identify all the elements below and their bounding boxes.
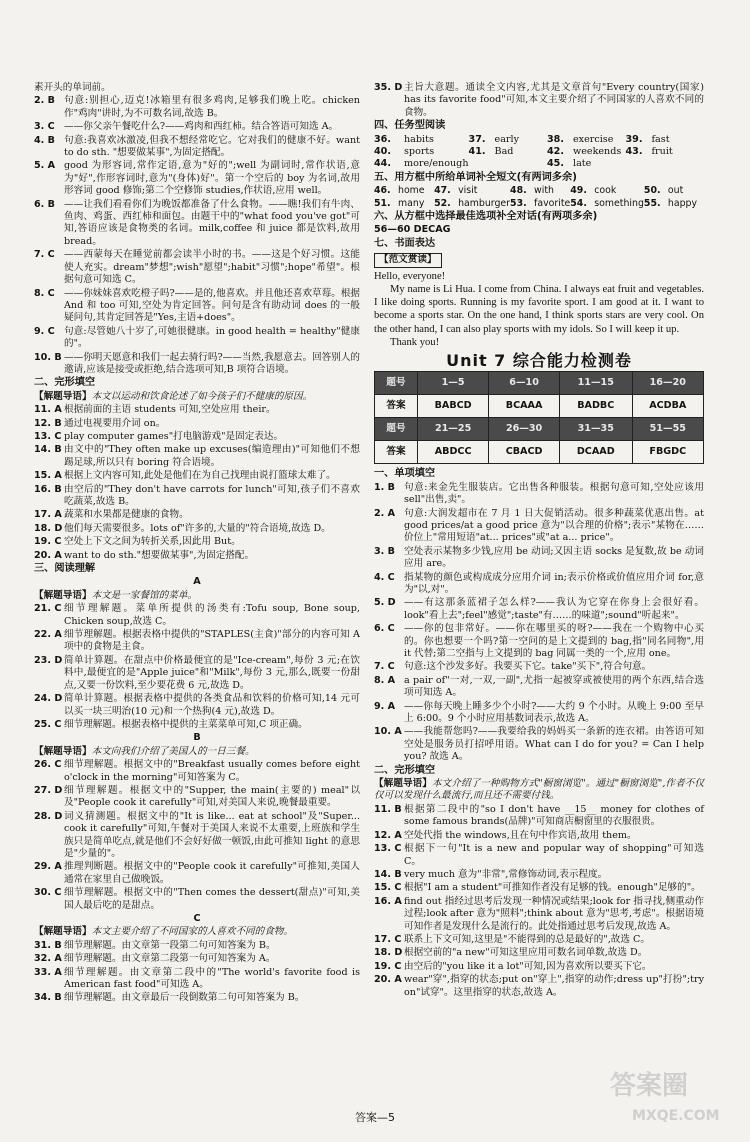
answer-entry xyxy=(374,701,704,726)
section-heading: 二、完形填空 xyxy=(374,764,436,776)
question-number: 53. xyxy=(510,197,527,209)
answer-entry xyxy=(34,288,360,325)
explanation-text: 空处表示某物多少钱,应用 be 动词;又因主语 socks 是复数,故 be 动词应用 are。 xyxy=(404,545,704,570)
question-number: 44. xyxy=(374,158,391,170)
question-number: 5. D xyxy=(374,597,396,609)
table-cell: ABDCC xyxy=(418,441,489,464)
answer-word: fruit xyxy=(651,146,673,158)
question-number: 19. C xyxy=(34,536,62,548)
guide-tag: 【解题导语】 xyxy=(34,589,92,601)
answer-entry xyxy=(374,572,704,597)
explanation-text: 指某物的颜色或构成成分应用介词 in;表示价格或价值应用介词 for,意为"以,对"。 xyxy=(404,571,704,595)
question-number: 12. A xyxy=(374,829,402,841)
page-footer: 答案—5 xyxy=(355,1111,395,1124)
answer-entry xyxy=(374,961,704,973)
answer-entry xyxy=(374,869,704,881)
question-number: 34. B xyxy=(34,992,62,1004)
question-number: 47. xyxy=(434,185,451,197)
question-number: 33. A xyxy=(34,966,62,978)
question-number: 51. xyxy=(374,197,391,209)
guide-note xyxy=(34,391,360,403)
section-fill-words-heading: 五、用方框中所给单词补全短文(有两词多余) xyxy=(374,171,577,183)
explanation-text: 简单计算题。根据表格中提供的各类食品和饮料的价格可知,14 元可以买一块三明治(10 元)和一个热狗(4 元),故选 D。 xyxy=(64,693,360,717)
passage-letter: C xyxy=(193,913,201,924)
section-heading: 一、单项填空 xyxy=(374,468,436,480)
question-number: 29. A xyxy=(34,861,62,873)
answer-entry xyxy=(34,404,360,416)
explanation-text: 细节理解题。由文章第二段第一句可知答案为 A。 xyxy=(64,953,276,965)
question-number: 21. C xyxy=(34,603,62,615)
question-number: 16. B xyxy=(34,483,62,495)
answer-entry xyxy=(34,719,360,731)
table-cell: 11—15 xyxy=(559,372,632,395)
explanation-text: ——你妹妹喜欢吃橙子吗?——是的,他喜欢。并且他还喜欢草莓。根据 And 和 too 可知,空处为肯定回答。问句是含有助动词 does 的一般疑问句,其肯定回答是"Yes,主语+does"。 xyxy=(64,287,361,324)
answer-entry xyxy=(34,160,360,197)
answer-entry xyxy=(34,693,360,718)
explanation-text: ——你明天愿意和我们一起去骑行吗?——当然,我愿意去。回答别人的邀请,应该是接受或拒绝,结合选项可知,B 项符合语境。 xyxy=(64,351,361,375)
question-number: 9. A xyxy=(374,700,396,712)
answer-entry xyxy=(374,804,704,829)
answer-entry xyxy=(374,974,704,999)
essay-greeting: Hello, everyone! xyxy=(374,270,446,282)
explanation-text: 简单计算题。在甜点中价格最便宜的是"Ice-cream",每份 3 元;在饮料中,最便宜的是"Apple juice"和"Milk",每份 3 元,那么,既要一份甜点,又要一份饮料,至少要花费 6 元,故选 D。 xyxy=(64,654,360,691)
answer-entry xyxy=(34,603,360,628)
explanation-text: 细节理解题。由文章第二段中的"The world's favorite food is American fast food"可知选 A。 xyxy=(64,966,360,991)
question-number: 17. A xyxy=(34,509,62,521)
explanation-text: 由空后的"you like it a lot"可知,因为喜欢所以要买下它。 xyxy=(404,960,652,972)
continued-text: 素开头的单词前。 xyxy=(34,82,111,93)
answer-entry xyxy=(34,523,360,535)
answer-entry xyxy=(34,444,360,469)
answer-entry xyxy=(374,843,704,868)
guide-text: 本文主要介绍了不同国家的人喜欢不同的食物。 xyxy=(91,926,294,938)
explanation-text: 句意:大润发超市在 7 月 1 日大促销活动。很多种蔬菜优惠出售。at good prices/at a good price 意为"以合理的价格";表示"某物在……价位上"常用短语"at... prices"或"at a... price"。 xyxy=(404,507,704,544)
explanation-text: ——我能帮您吗?——我要给我的妈妈买一条新的连衣裙。由答语可知空处是服务员打招呼用语。What can I do for you? = Can I help you? 故选 A。 xyxy=(404,726,704,763)
answer-entry xyxy=(34,352,360,377)
explanation-text: 词义猜测题。根据文中的"It is like... eat at school"及"Super... cook it carefully"可知,午餐对于美国人来说不太重要,上班族和学生族只是简单吃点,就是他们不会好好做一顿饭,由此可推知 light 的意思是"少量的"。 xyxy=(64,810,360,859)
explanation-text: 根据上文内容可知,此处是他们在为自己找理由说打篮球太难了。 xyxy=(64,470,336,482)
answer-entry xyxy=(34,785,360,810)
table-cell: 16—20 xyxy=(632,372,703,395)
question-number: 18. D xyxy=(34,522,63,534)
question-number: 39. xyxy=(625,133,643,145)
passage-letter: B xyxy=(193,732,201,744)
question-number: 24. D xyxy=(34,693,63,705)
essay-closing: Thank you! xyxy=(390,336,440,348)
table-cell: 31—35 xyxy=(559,418,632,441)
answer-entry xyxy=(34,431,360,443)
question-number: 40. xyxy=(374,146,391,158)
answer-entry xyxy=(374,882,704,894)
explanation-text: 联系上下文可知,这里是"不能得到的总是最好的",故选 C。 xyxy=(404,933,650,945)
answer-entry xyxy=(34,953,360,965)
question-number: 42. xyxy=(547,146,564,158)
question-number: 6. C xyxy=(374,623,395,635)
explanation-text: 句意:尽管她八十岁了,可她很健康。in good health = healthy"健康的"。 xyxy=(64,325,360,350)
explanation-text: find out 指经过思考后发现一种情况或结果;look for 指寻找,侧重动作过程;look after 意为"照料";think about 意为"思考,考虑"。根据语境可知作者是发现什么是流行的。此处指通过思考后发现,故选 A。 xyxy=(404,895,704,932)
answer-word: late xyxy=(573,158,592,170)
answer-entry xyxy=(34,536,360,548)
guide-text: 本文向我们介绍了美国人的一日三餐。 xyxy=(91,745,255,757)
question-number: 52. xyxy=(434,197,451,209)
explanation-text: 细节理解题。根据文中的"Breakfast usually comes before eight o'clock in the morning"可知答案为 C。 xyxy=(64,759,360,783)
answer-entry xyxy=(34,967,360,992)
question-number: 3. C xyxy=(34,121,55,133)
answer-entry xyxy=(34,418,360,430)
question-number: 43. xyxy=(625,146,643,158)
question-number: 46. xyxy=(374,185,391,197)
explanation-text: 细节理解题。根据表格中提供的"STAPLES(主食)"部分的内容可知 A 项中的食物是主食。 xyxy=(64,629,360,653)
answer-entry xyxy=(34,484,360,509)
question-number: 36. xyxy=(374,133,391,145)
answer-word: more/enough xyxy=(404,158,469,170)
answer-word: visit xyxy=(458,185,478,197)
explanation-text: ——西蒙每天在睡觉前都会读半小时的书。——这是个好习惯。这能使人充实。dream"梦想";wish"愿望";habit"习惯";hope"希望"。根据句意可知选 C。 xyxy=(64,249,360,286)
table-cell: CBACD xyxy=(489,441,560,464)
question-number: 25. C xyxy=(34,718,62,730)
answer-entry xyxy=(374,934,704,946)
answer-word: fast xyxy=(651,133,670,145)
guide-tag: 【解题导语】 xyxy=(374,778,432,790)
guide-text: 本文介绍了一种购物方式"橱窗浏览"。通过"橱窗浏览",作者不仅仅可以发现什么最流行,而且还不需要付钱。 xyxy=(374,778,705,802)
question-number: 27. D xyxy=(34,784,63,796)
explanation-text: 句意:这个沙发多好。我要买下它。take"买下",符合句意。 xyxy=(404,661,652,673)
explanation-text: ——你的包非常好。——你在哪里买的呀?——我在一个购物中心买的。你也想要一个吗?第一空问的是上文提到的 bag,指"同名同物",用 it 代替;第二空指与上文提到的 bag 同属一类的一个,应用 one。 xyxy=(404,623,704,659)
table-cell: 1—5 xyxy=(418,372,489,395)
table-cell: DCAAD xyxy=(559,441,632,464)
question-number: 7. C xyxy=(34,249,55,261)
explanation-text: 他们每天需要很多。lots of"许多的,大量的"符合语境,故选 D。 xyxy=(64,522,331,534)
answer-entry xyxy=(374,546,704,571)
question-number: 3. B xyxy=(374,545,395,557)
question-number: 31. B xyxy=(34,939,62,951)
question-number: 12. B xyxy=(34,417,62,429)
explanation-text: 细节理解题。由文章第一段第二句可知答案为 B。 xyxy=(64,939,276,951)
answer-word: with xyxy=(534,185,554,197)
explanation-text: 推理判断题。根据文中的"People cook it carefully"可推知,美国人通常在家里自己做晚饭。 xyxy=(64,861,360,885)
answer-word: out xyxy=(667,185,684,197)
question-number: 13. C xyxy=(374,843,402,855)
question-number: 50. xyxy=(643,185,661,197)
right-column xyxy=(374,82,704,1000)
answer-word: habits xyxy=(404,133,434,145)
question-number: 49. xyxy=(570,185,587,197)
answer-table-row xyxy=(375,441,704,464)
answer-entry xyxy=(374,726,704,763)
explanation-text: ——让我们看看你们为晚饭都准备了什么食物。——瞧!我们有牛肉、鱼肉、鸡蛋、西红柿和面包。由题干中的"what food you've got"可知,答语应该是食物类的名词。milk,coffee 和 juice 都是饮料,故用 bread。 xyxy=(64,198,360,247)
answer-entry xyxy=(374,661,704,673)
section-heading: 四、任务型阅读 xyxy=(374,120,446,132)
table-cell: BCAAA xyxy=(489,395,560,418)
answer-word: happy xyxy=(667,197,698,209)
unit-title: Unit 7 综合能力检测卷 xyxy=(446,350,632,370)
question-number: 15. A xyxy=(34,470,62,482)
question-number: 48. xyxy=(510,185,527,197)
question-number: 22. A xyxy=(34,629,62,641)
answer-word: exercise xyxy=(573,133,614,145)
question-number: 4. C xyxy=(374,571,395,583)
guide-tag: 【解题导语】 xyxy=(34,926,92,938)
left-column xyxy=(34,82,360,1006)
guide-note xyxy=(34,926,360,938)
table-cell: 21—25 xyxy=(418,418,489,441)
answer-entry xyxy=(34,121,360,133)
answer-entry xyxy=(374,82,704,119)
explanation-text: want to do sth."想要做某事",为固定搭配。 xyxy=(64,549,255,561)
table-cell: 6—10 xyxy=(489,372,560,395)
answer-entry xyxy=(34,992,360,1004)
question-number: 11. B xyxy=(374,803,402,815)
question-number: 35. D xyxy=(374,82,403,93)
essay-label: 【范文赏读】 xyxy=(374,253,442,267)
right-top-section xyxy=(374,82,704,133)
question-number: 10. A xyxy=(374,726,402,738)
question-number: 6. B xyxy=(34,198,55,210)
explanation-text: 根据"I am a student"可推知作者没有足够的钱。enough"足够的"。 xyxy=(404,882,701,894)
answer-word xyxy=(652,158,705,170)
answer-entry xyxy=(34,470,360,482)
answer-entry xyxy=(34,135,360,160)
question-number: 17. C xyxy=(374,933,402,945)
section-writing-heading: 七、书面表达 xyxy=(374,237,436,249)
answer-word: home xyxy=(398,185,425,197)
table-cell: FBGDC xyxy=(632,441,703,464)
question-number: 54. xyxy=(570,197,587,209)
explanation-text: 细节理解题。根据文中的"Then comes the dessert(甜点)"可知,美国人最后吃的是甜点。 xyxy=(64,887,360,911)
answer-entry xyxy=(34,629,360,654)
explanation-text: ——你父亲午餐吃什么?——鸡肉和西红柿。结合答语可知选 A。 xyxy=(64,121,339,133)
answer-table-row xyxy=(375,372,704,395)
explanation-text: 根据下一句"It is a new and popular way of shopping"可知选 C。 xyxy=(404,843,704,867)
explanation-text: 句意:来金先生服装店。它出售各种服装。根据句意可知,空处应该用 sell"出售,卖"。 xyxy=(404,481,704,506)
task-reading-answers xyxy=(374,134,704,171)
question-number: 20. A xyxy=(374,974,402,986)
answer-word xyxy=(495,158,547,170)
question-number: 5. A xyxy=(34,160,56,172)
table-label: 答案 xyxy=(375,441,418,464)
answer-entry xyxy=(34,509,360,521)
table-cell: BADBC xyxy=(559,395,632,418)
answer-word: hamburger xyxy=(458,197,511,209)
answer-entry xyxy=(374,947,704,959)
fill-words-answers xyxy=(374,185,704,210)
section-heading: 三、阅读理解 xyxy=(34,563,96,575)
answer-word: weekends xyxy=(573,146,622,158)
explanation-text: 空处代指 the windows,且在句中作宾语,故用 them。 xyxy=(404,829,637,841)
explanation-text: 主旨大意题。通读全文内容,尤其是文章首句"Every country(国家) has its favorite food"可知,本文主要介绍了不同国家的人喜欢不同的食物。 xyxy=(404,82,704,118)
question-number: 14. B xyxy=(374,868,402,880)
question-number: 11. A xyxy=(34,404,62,416)
question-number: 4. B xyxy=(34,134,55,146)
explanation-text: good 为形容词,常作定语,意为"好的";well 为副词时,常作状语,意为"好",作形容词时,意为"(身体)好"。第一个空后的 boy 为名词,故用形容词 good 修饰;第二个空修饰 studies,作状语,应用 well。 xyxy=(64,160,360,197)
question-number: 30. C xyxy=(34,887,62,899)
question-number: 8. C xyxy=(34,287,55,299)
explanation-text: 通过电视要用介词 on。 xyxy=(64,417,166,429)
answer-entry xyxy=(374,508,704,545)
guide-text: 本文是一家餐馆的菜单。 xyxy=(91,589,198,601)
explanation-text: 根据第二段中的"so I don't have __15__ money for clothes of some famous brands(品牌)"可知商店橱窗里的衣服很贵。 xyxy=(404,803,704,828)
answer-entry xyxy=(34,759,360,784)
answer-table-row xyxy=(375,418,704,441)
explanation-text: 由空后的"They don't have carrots for lunch"可知,孩子们不喜欢吃蔬菜,故选 B。 xyxy=(64,483,360,507)
answer-entry xyxy=(374,623,704,660)
watermark-logo: 答案圈 xyxy=(610,1071,689,1101)
question-number: 2. A xyxy=(374,507,396,519)
question-number: 18. D xyxy=(374,947,403,959)
guide-tag: 【解题导语】 xyxy=(34,390,92,402)
guide-tag: 【解题导语】 xyxy=(34,745,92,757)
dialog-answer: 56—60 DECAG xyxy=(374,224,451,236)
essay-body: My name is Li Hua. I come from China. I always eat fruit and vegetables. I like doing sports. Running is my favorite sport. I am good at it. I want to become a sports star. On the one hand, I think sports stars are very cool. On the other hand, I can also play sports with my idols. So I will keep it up. xyxy=(374,283,704,335)
explanation-text: 细节理解题。由文章最后一段倒数第二句可知答案为 B。 xyxy=(64,992,305,1004)
explanation-text: 细节理解题。根据表格中提供的主菜菜单可知,C 项正确。 xyxy=(64,718,308,730)
question-number: 23. D xyxy=(34,654,63,666)
question-number: 45. xyxy=(547,158,564,170)
explanation-text: a pair of"一对,一双,一副",尤指一起被穿或被使用的两个东西,结合选项可知选 A。 xyxy=(404,674,704,699)
question-number: 8. A xyxy=(374,674,396,686)
table-cell: BABCD xyxy=(418,395,489,418)
question-number: 10. B xyxy=(34,351,62,363)
explanation-text: 句意:我喜欢冰激凌,但我不想经常吃它。它对我们的健康不好。want to do sth. "想要做某事",为固定搭配。 xyxy=(64,134,360,159)
answer-entry xyxy=(34,940,360,952)
question-number: 2. B xyxy=(34,95,55,107)
answer-entry xyxy=(374,597,704,622)
question-number: 28. D xyxy=(34,810,63,822)
section-heading: 二、完形填空 xyxy=(34,377,96,389)
explanation-text: play computer games"打电脑游戏"是固定表达。 xyxy=(64,430,284,442)
answer-word: many xyxy=(398,197,425,209)
answer-entry xyxy=(34,550,360,562)
question-number: 37. xyxy=(468,133,486,145)
explanation-text: 根据空前的"a new"可知这里应用可数名词单数,故选 D。 xyxy=(404,947,648,959)
explanation-text: 空处上下文之间为转折关系,因此用 But。 xyxy=(64,536,241,548)
guide-text: 本文以运动和饮食论述了如今孩子们不健康的原因。 xyxy=(91,390,313,402)
question-number: 13. C xyxy=(34,430,62,442)
answer-entry xyxy=(374,482,704,507)
question-number: 20. A xyxy=(34,549,62,561)
question-number xyxy=(469,158,495,170)
guide-note xyxy=(374,778,704,803)
explanation-text: ——有这那条蓝裙子怎么样?——我认为它穿在你身上会很好看。look"看上去";feel"感觉";taste"有……的味道";sound"听起来"。 xyxy=(404,597,704,621)
answer-word: early xyxy=(494,133,519,145)
question-number: 14. B xyxy=(34,444,62,456)
answer-entry xyxy=(374,896,704,933)
passage-letter: A xyxy=(193,576,201,588)
explanation-text: 根据前面的主语 students 可知,空处应用 their。 xyxy=(64,404,276,416)
question-number: 7. C xyxy=(374,661,395,673)
answer-entry xyxy=(374,830,704,842)
answer-entry xyxy=(34,887,360,912)
answer-entry xyxy=(34,95,360,120)
table-cell: 26—30 xyxy=(489,418,560,441)
explanation-text: ——你每天晚上睡多少个小时?——大约 9 个小时。从晚上 9:00 至早上 6:00。9 个小时应用基数词表示,故选 A。 xyxy=(404,700,704,725)
sample-essay xyxy=(374,270,704,349)
question-number: 9. C xyxy=(34,325,55,337)
question-number: 1. B xyxy=(374,481,395,493)
answer-entry xyxy=(34,861,360,886)
question-number: 55. xyxy=(643,197,661,209)
question-number: 15. C xyxy=(374,882,402,894)
question-number: 16. A xyxy=(374,895,402,907)
answer-word: cook xyxy=(594,185,617,197)
question-number: 19. C xyxy=(374,960,402,972)
explanation-text: 由文中的"They often make up excuses(编造理由)"可知他们不想踢足球,所以只有 boring 符合语境。 xyxy=(64,444,360,468)
answer-entry xyxy=(34,326,360,351)
answer-word: sports xyxy=(404,146,435,158)
answer-word: Bad xyxy=(494,146,514,158)
explanation-text: 细节理解题。菜单所提供的汤类有:Tofu soup, Bone soup, Chicken soup,故选 C。 xyxy=(64,603,360,627)
explanation-text: 句意:别担心,迈克!冰箱里有很多鸡肉,足够我们晚上吃。chicken 作"鸡肉"讲时,为不可数名词,故选 B。 xyxy=(64,95,360,119)
answer-entry xyxy=(374,675,704,700)
question-number xyxy=(626,158,652,170)
answer-table-row xyxy=(375,395,704,418)
explanation-text: very much 意为"非常",常修饰动词,表示程度。 xyxy=(404,868,608,880)
table-label: 题号 xyxy=(375,372,418,395)
table-label: 题号 xyxy=(375,418,418,441)
guide-note xyxy=(34,590,360,602)
explanation-text: 蔬菜和水果都是健康的食物。 xyxy=(64,509,189,521)
watermark-url: MXQE.COM xyxy=(632,1108,720,1124)
guide-note xyxy=(34,746,360,758)
question-number: 38. xyxy=(547,133,564,145)
answer-entry xyxy=(34,811,360,861)
answer-word: something xyxy=(594,197,644,209)
question-number: 32. A xyxy=(34,953,62,965)
answer-entry xyxy=(34,199,360,249)
table-label: 答案 xyxy=(375,395,418,418)
question-number: 26. C xyxy=(34,759,62,771)
answer-entry xyxy=(34,655,360,692)
answer-entry xyxy=(34,249,360,286)
explanation-text: 细节理解题。根据文中的"Supper, the main(主要的) meal"以及"People cook it carefully"可知,对美国人来说,晚餐最重要。 xyxy=(64,784,360,809)
answer-table xyxy=(374,371,704,464)
section-dialog-heading: 六、从方框中选择最佳选项补全对话(有两项多余) xyxy=(374,211,598,223)
table-cell: 51—55 xyxy=(632,418,703,441)
question-number: 41. xyxy=(468,146,486,158)
answer-word: favorite xyxy=(534,197,571,209)
table-cell: ACDBA xyxy=(632,395,703,418)
right-bottom-section xyxy=(374,468,704,999)
explanation-text: wear"穿",指穿的状态;put on"穿上",指穿的动作;dress up"打扮";try on"试穿"。这里指穿的状态,故选 A。 xyxy=(404,974,704,998)
